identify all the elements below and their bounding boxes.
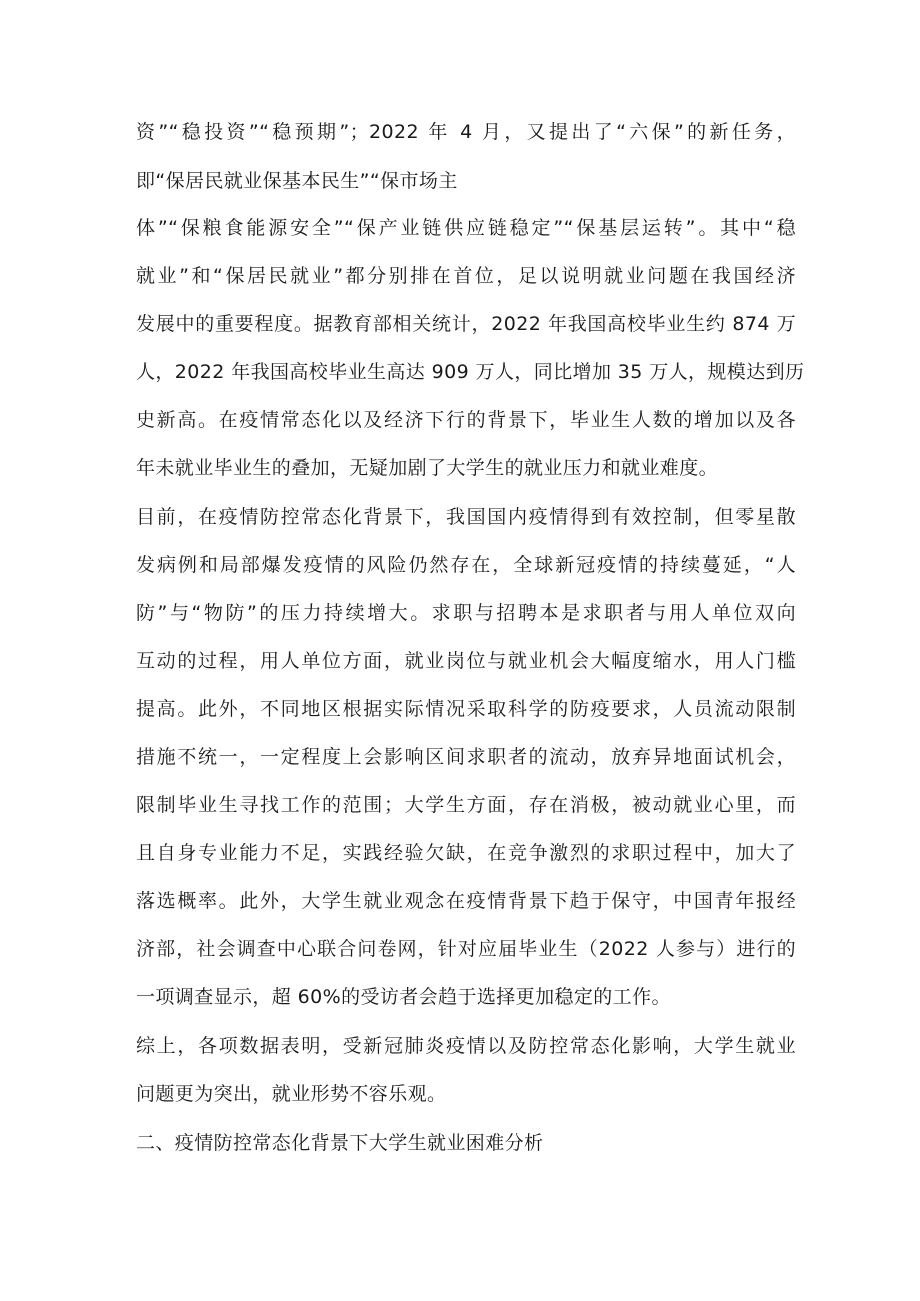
text-line: 且自身专业能力不足，实践经验欠缺，在竞争激烈的求职过程中，加大了: [136, 842, 796, 864]
text-line: 就业”和“保居民就业”都分别排在首位，足以说明就业问题在我国经济: [136, 265, 796, 287]
text-line: 一项调查显示，超 60%的受访者会趋于选择更加稳定的工作。: [136, 986, 671, 1008]
text-line: 防”与“物防”的压力持续增大。求职与招聘本是求职者与用人单位双向: [136, 602, 796, 624]
text-line: 史新高。在疫情常态化以及经济下行的背景下，毕业生人数的增加以及各: [136, 409, 796, 431]
text-line: 体”“保粮食能源安全”“保产业链供应链稳定”“保基层运转”。其中“稳: [136, 217, 796, 239]
text-line: 年未就业毕业生的叠加，无疑加剧了大学生的就业压力和就业难度。: [136, 457, 719, 479]
text-line: 即“保居民就业保基本民生”“保市场主: [136, 170, 458, 192]
text-line: 措施不统一，一定程度上会影响区间求职者的流动，放弃异地面试机会，: [136, 746, 796, 768]
text-line: 问题更为突出，就业形势不容乐观。: [136, 1083, 447, 1105]
section-heading: 二、疫情防控常态化背景下大学生就业困难分析: [136, 1132, 544, 1154]
text-line: 目前，在疫情防控常态化背景下，我国国内疫情得到有效控制，但零星散: [136, 506, 796, 528]
text-line: 综上，各项数据表明，受新冠肺炎疫情以及防控常态化影响，大学生就业: [136, 1035, 796, 1057]
text-line: 限制毕业生寻找工作的范围；大学生方面，存在消极，被动就业心里，而: [136, 794, 796, 816]
text-line: 人，2022 年我国高校毕业生高达 909 万人，同比增加 35 万人，规模达到历: [136, 361, 805, 383]
text-line: 互动的过程，用人单位方面，就业岗位与就业机会大幅度缩水，用人门槛: [136, 650, 796, 672]
text-line: 发病例和局部爆发疫情的风险仍然存在，全球新冠疫情的持续蔓延，“人: [136, 554, 796, 576]
text-line: 济部，社会调查中心联合问卷网，针对应届毕业生（2022 人参与）进行的: [136, 938, 796, 960]
text-line: 发展中的重要程度。据教育部相关统计，2022 年我国高校毕业生约 874 万: [136, 313, 796, 335]
text-line: 资”“稳投资”“稳预期”；2022 年 4 月，又提出了“六保”的新任务，: [136, 121, 796, 143]
text-line: 提高。此外，不同地区根据实际情况采取科学的防疫要求，人员流动限制: [136, 698, 796, 720]
text-line: 落选概率。此外，大学生就业观念在疫情背景下趋于保守，中国青年报经: [136, 890, 796, 912]
